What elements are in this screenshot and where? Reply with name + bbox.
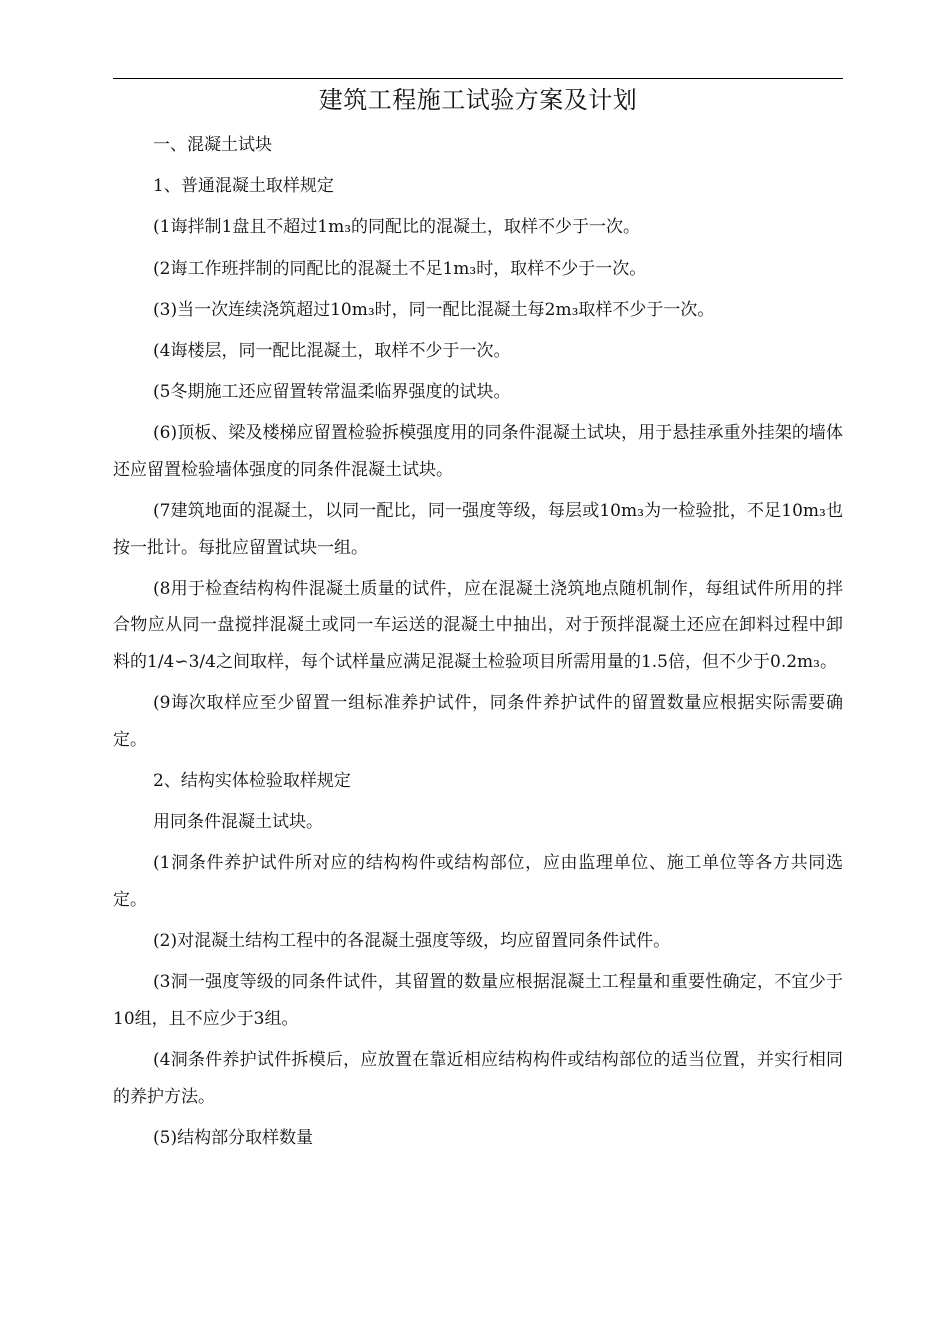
paragraph-item: (3洞一强度等级的同条件试件，其留置的数量应根据混凝土工程量和重要性确定，不宜少于10组，且不应少于3组。: [113, 972, 843, 1029]
document-body: [113, 127, 843, 1161]
paragraph-item: (2)对混凝土结构工程中的各混凝土强度等级，均应留置同条件试件。: [153, 931, 671, 952]
paragraph-item: (4洞条件养护试件拆模后，应放置在靠近相应结构构件或结构部位的适当位置，并实行相同的养护方法。: [113, 1050, 843, 1107]
paragraph-item: (4诲楼层，同一配比混凝土，取样不少于一次。: [153, 340, 511, 361]
paragraph-item: (1诲拌制1盘且不超过1m₃的同配比的混凝土，取样不少于一次。: [153, 217, 641, 238]
paragraph-item: (2诲工作班拌制的同配比的混凝土不足1m₃时，取样不少于一次。: [153, 258, 647, 279]
subheading-structural-entity-sampling: 2、结构实体检验取样规定: [153, 771, 351, 792]
paragraph-item: (8用于检查结构构件混凝土质量的试件，应在混凝土浇筑地点随机制作，每组试件所用的拌合物应从同一盘搅拌混凝土或同一车运送的混凝土中抽出，对于预拌混凝土还应在卸料过程中卸料的1/4∽3/4之间取样，每个试样量应满足混凝土检验项目所需用量的1.5倍，但不少于0.2m₃。: [113, 578, 843, 673]
document-title: 建筑工程施工试验方案及计划: [318, 86, 638, 114]
paragraph-item: (1洞条件养护试件所对应的结构构件或结构部位，应由监理单位、施工单位等各方共同选定。: [113, 853, 843, 910]
paragraph-item: (5)结构部分取样数量: [153, 1127, 314, 1148]
header-rule: [113, 78, 843, 79]
subheading-ordinary-concrete-sampling: 1、普通混凝土取样规定: [153, 176, 334, 197]
paragraph-item: (6)顶板、梁及楼梯应留置检验拆模强度用的同条件混凝土试块，用于悬挂承重外挂架的墙体还应留置检验墙体强度的同条件混凝土试块。: [113, 423, 843, 480]
paragraph-item: (3)当一次连续浇筑超过10m₃时，同一配比混凝土每2m₃取样不少于一次。: [153, 299, 715, 320]
paragraph-item: (9诲次取样应至少留置一组标准养护试件，同条件养护试件的留置数量应根据实际需要确定。: [113, 693, 843, 750]
paragraph-item: (7建筑地面的混凝土，以同一配比，同一强度等级，每层或10m₃为一检验批，不足10m₃也按一批计。每批应留置试块一组。: [113, 501, 843, 558]
section-heading-concrete-specimens: 一、混凝土试块: [153, 135, 272, 155]
paragraph-item: 用同条件混凝土试块。: [153, 812, 323, 833]
paragraph-item: (5冬期施工还应留置转常温柔临界强度的试块。: [153, 382, 511, 403]
